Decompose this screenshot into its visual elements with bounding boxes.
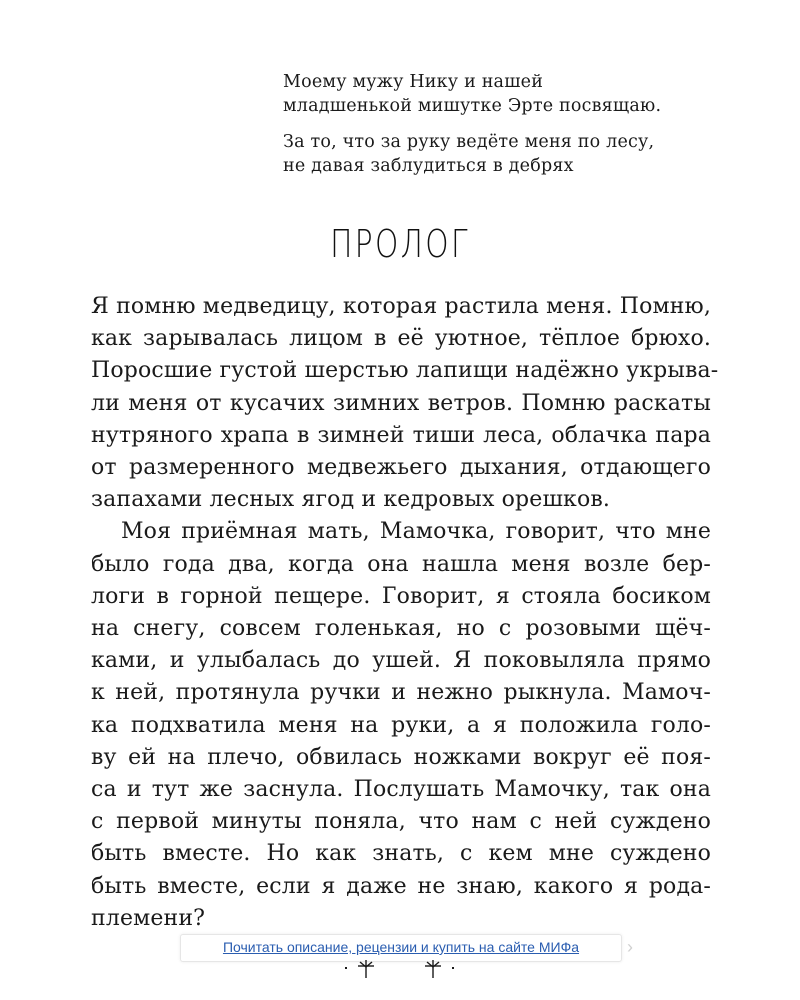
body-line: было года два, когда она нашла меня возле бер-	[91, 551, 711, 577]
dedication-paragraph	[283, 130, 723, 178]
body-paragraph	[91, 291, 719, 516]
body-line: быть вместе, если я даже не знаю, какого я рода-	[91, 873, 711, 899]
body-line: быть вместе. Но как знать, с кем мне суждено	[91, 841, 711, 867]
dedication-line: младшенькой мишутке Эрте посвящаю.	[283, 96, 662, 116]
body-line: логи в горной пещере. Говорит, я стояла босиком	[91, 583, 711, 609]
body-line: Моя приёмная мать, Мамочка, говорит, что мне	[121, 519, 711, 545]
body-line: ками, и улыбалась до ушей. Я поковыляла прямо	[91, 648, 711, 674]
body-line: ка подхватила меня на руки, а я положила голо-	[91, 712, 711, 738]
dedication-line: За то, что за руку ведёте меня по лесу,	[283, 132, 655, 152]
body-paragraph	[91, 516, 711, 935]
rune-right-icon	[425, 960, 441, 978]
chapter-title: ПРОЛОГ	[330, 222, 470, 266]
body-line: Поросшие густой шерстью лапищи надёжно укрыва-	[91, 358, 719, 384]
body-line: как зарывалась лицом в её уютное, тёплое брюхо.	[91, 326, 711, 352]
page-ornament	[0, 956, 800, 980]
body-line: племени?	[91, 905, 206, 931]
body-line: ли меня от кусачих зимних ветров. Помню раскаты	[91, 390, 711, 416]
body-line: ву ей на плечо, обвилась ножками вокруг её поя-	[91, 744, 711, 770]
body-line: са и тут же заснула. Послушать Мамочку, так она	[91, 777, 711, 803]
body-line: с первой минуты поняла, что нам с ней суждено	[91, 809, 711, 835]
dedication-line: Моему мужу Нику и нашей	[283, 72, 544, 92]
buy-link-label: Почитать описание, рецензии и купить на сайте МИФа	[222, 939, 580, 955]
body-line: на снегу, совсем голенькая, но с розовыми щёч-	[91, 616, 711, 642]
body-line: нутряного храпа в зимней тиши леса, облачка пара	[91, 422, 711, 448]
chevron-right-icon: ›	[627, 937, 633, 957]
dedication-line: не давая заблудиться в дебрях	[283, 156, 574, 176]
body-line: от размеренного медвежьего дыхания, отдающего	[91, 455, 711, 481]
body-line: к ней, протянула ручки и нежно рыкнула. Мамоч-	[91, 680, 711, 706]
dedication-paragraph	[283, 70, 723, 118]
dedication-epigraph	[283, 70, 723, 178]
chapter-body	[91, 291, 719, 935]
body-line: запахами лесных ягод и кедровых орешков.	[91, 487, 611, 513]
rune-left-icon	[358, 960, 374, 978]
body-line: Я помню медведицу, которая растила меня. Помню,	[91, 294, 711, 319]
